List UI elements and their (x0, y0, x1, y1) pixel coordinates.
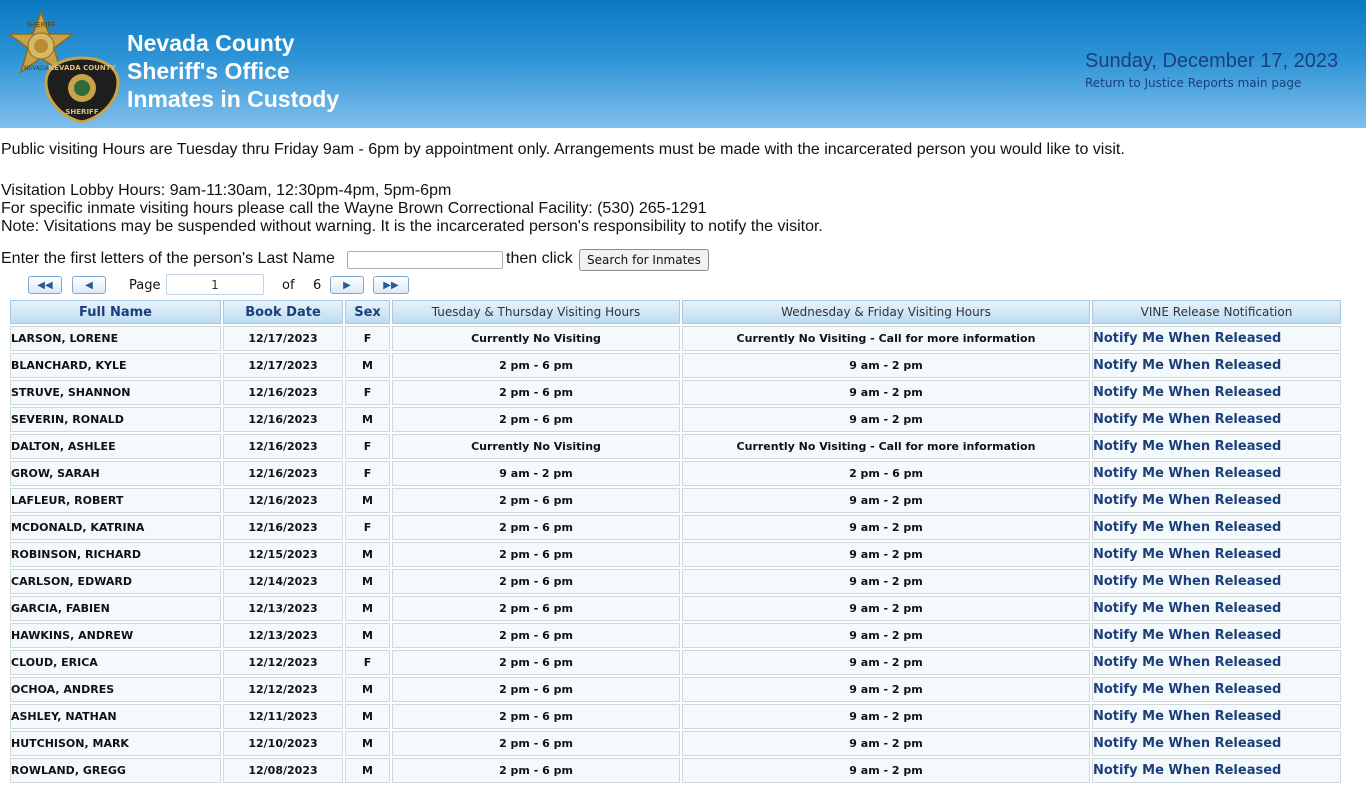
book-date: 12/16/2023 (223, 488, 343, 513)
tue-thu-hours: 2 pm - 6 pm (392, 488, 680, 513)
page-label: Page (129, 278, 161, 293)
table-row (10, 569, 1341, 594)
vine-cell (1092, 596, 1341, 621)
tue-thu-hours: 2 pm - 6 pm (392, 569, 680, 594)
vine-cell (1092, 623, 1341, 648)
wed-fri-hours: 9 am - 2 pm (682, 380, 1090, 405)
specific-hours-text: For specific inmate visiting hours please call the Wayne Brown Correctional Facility: (530) 265-1291 (1, 200, 707, 217)
wed-fri-hours: 9 am - 2 pm (682, 488, 1090, 513)
inmate-name: HAWKINS, ANDREW (10, 623, 221, 648)
inmate-name: STRUVE, SHANNON (10, 380, 221, 405)
inmate-name: OCHOA, ANDRES (10, 677, 221, 702)
left-arrow-icon: ◀ (85, 280, 93, 291)
inmate-name: DALTON, ASHLEE (10, 434, 221, 459)
book-date: 12/16/2023 (223, 461, 343, 486)
tue-thu-hours: 2 pm - 6 pm (392, 704, 680, 729)
notify-when-released-link[interactable]: Notify Me When Released (1093, 736, 1282, 751)
book-date: 12/12/2023 (223, 650, 343, 675)
book-date: 12/16/2023 (223, 407, 343, 432)
inmate-name: CARLSON, EDWARD (10, 569, 221, 594)
visitation-note-text: Note: Visitations may be suspended without warning. It is the incarcerated person's responsibility to notify the visitor. (1, 218, 823, 235)
tue-thu-hours: 2 pm - 6 pm (392, 650, 680, 675)
svg-text:NEVADA COUNTY: NEVADA COUNTY (48, 64, 116, 72)
svg-text:SHERIFF: SHERIFF (65, 108, 99, 116)
book-date: 12/13/2023 (223, 623, 343, 648)
notify-when-released-link[interactable]: Notify Me When Released (1093, 493, 1282, 508)
vine-cell (1092, 515, 1341, 540)
tue-thu-hours: Currently No Visiting (392, 326, 680, 351)
inmate-name: ROBINSON, RICHARD (10, 542, 221, 567)
sex: F (345, 380, 390, 405)
visiting-hours-text: Public visiting Hours are Tuesday thru Friday 9am - 6pm by appointment only. Arrangements must be made with the incarcerated person you would like to visit. (1, 141, 1125, 158)
vine-cell (1092, 434, 1341, 459)
sex: F (345, 650, 390, 675)
inmate-name: HUTCHISON, MARK (10, 731, 221, 756)
book-date: 12/08/2023 (223, 758, 343, 783)
notify-when-released-link[interactable]: Notify Me When Released (1093, 574, 1282, 589)
svg-text:SHERIFF: SHERIFF (26, 21, 56, 29)
notify-when-released-link[interactable]: Notify Me When Released (1093, 466, 1282, 481)
wed-fri-hours: 9 am - 2 pm (682, 677, 1090, 702)
tue-thu-hours: 2 pm - 6 pm (392, 677, 680, 702)
inmate-name: LARSON, LORENE (10, 326, 221, 351)
table-row (10, 380, 1341, 405)
header-tue-thu-visiting: Tuesday & Thursday Visiting Hours (392, 300, 680, 324)
tue-thu-hours: 2 pm - 6 pm (392, 731, 680, 756)
table-row (10, 488, 1341, 513)
current-date: Sunday, December 17, 2023 (1085, 50, 1339, 72)
notify-when-released-link[interactable]: Notify Me When Released (1093, 547, 1282, 562)
tue-thu-hours: 2 pm - 6 pm (392, 623, 680, 648)
table-row (10, 407, 1341, 432)
of-label: of (282, 278, 295, 293)
tue-thu-hours: 9 am - 2 pm (392, 461, 680, 486)
header-full-name[interactable]: Full Name (10, 300, 221, 324)
inmate-name: GROW, SARAH (10, 461, 221, 486)
table-row (10, 353, 1341, 378)
lobby-hours-text: Visitation Lobby Hours: 9am-11:30am, 12:30pm-4pm, 5pm-6pm (1, 182, 452, 199)
sex: F (345, 461, 390, 486)
sex: M (345, 758, 390, 783)
wed-fri-hours: 9 am - 2 pm (682, 758, 1090, 783)
book-date: 12/16/2023 (223, 380, 343, 405)
search-row (1, 250, 701, 272)
table-row (10, 515, 1341, 540)
page-header (0, 0, 1366, 128)
site-title (127, 29, 339, 113)
table-row (10, 731, 1341, 756)
tue-thu-hours: 2 pm - 6 pm (392, 380, 680, 405)
last-name-search-input[interactable] (347, 251, 503, 269)
table-row (10, 461, 1341, 486)
wed-fri-hours: 9 am - 2 pm (682, 650, 1090, 675)
prev-page-button[interactable] (72, 276, 106, 294)
wed-fri-hours: 9 am - 2 pm (682, 353, 1090, 378)
double-right-arrow-icon: ▶▶ (383, 280, 399, 291)
notify-when-released-link[interactable]: Notify Me When Released (1093, 358, 1282, 373)
sex: M (345, 704, 390, 729)
table-row (10, 758, 1341, 783)
book-date: 12/11/2023 (223, 704, 343, 729)
wed-fri-hours: 9 am - 2 pm (682, 704, 1090, 729)
inmates-table (8, 298, 1343, 785)
vine-cell (1092, 650, 1341, 675)
title-line-office: Sheriff's Office (127, 58, 290, 84)
table-row (10, 326, 1341, 351)
notify-when-released-link[interactable]: Notify Me When Released (1093, 709, 1282, 724)
inmate-name: CLOUD, ERICA (10, 650, 221, 675)
last-page-button[interactable] (373, 276, 409, 294)
sex: M (345, 353, 390, 378)
title-line-inmates: Inmates in Custody (127, 86, 340, 112)
wed-fri-hours: 9 am - 2 pm (682, 515, 1090, 540)
sex: M (345, 677, 390, 702)
sex: F (345, 326, 390, 351)
tue-thu-hours: 2 pm - 6 pm (392, 353, 680, 378)
table-row (10, 434, 1341, 459)
first-page-button[interactable] (28, 276, 62, 294)
wed-fri-hours: 9 am - 2 pm (682, 569, 1090, 594)
vine-cell (1092, 542, 1341, 567)
wed-fri-hours: 2 pm - 6 pm (682, 461, 1090, 486)
sex: M (345, 407, 390, 432)
book-date: 12/17/2023 (223, 353, 343, 378)
tue-thu-hours: 2 pm - 6 pm (392, 596, 680, 621)
sex: F (345, 434, 390, 459)
double-left-arrow-icon: ◀◀ (37, 280, 53, 291)
header-wed-fri-visiting: Wednesday & Friday Visiting Hours (682, 300, 1090, 324)
book-date: 12/16/2023 (223, 434, 343, 459)
notify-when-released-link[interactable]: Notify Me When Released (1093, 412, 1282, 427)
inmate-name: MCDONALD, KATRINA (10, 515, 221, 540)
tue-thu-hours: 2 pm - 6 pm (392, 758, 680, 783)
vine-cell (1092, 569, 1341, 594)
table-row (10, 677, 1341, 702)
vine-cell (1092, 407, 1341, 432)
sex: M (345, 569, 390, 594)
pager (28, 274, 428, 298)
inmate-name: SEVERIN, RONALD (10, 407, 221, 432)
vine-cell (1092, 488, 1341, 513)
page-number-input[interactable] (166, 274, 264, 295)
sex: M (345, 623, 390, 648)
book-date: 12/15/2023 (223, 542, 343, 567)
search-label: Enter the first letters of the person's Last Name (1, 250, 335, 267)
sex: M (345, 731, 390, 756)
notify-when-released-link[interactable]: Notify Me When Released (1093, 655, 1282, 670)
notify-when-released-link[interactable]: Notify Me When Released (1093, 439, 1282, 454)
header-vine-notification: VINE Release Notification (1092, 300, 1341, 324)
book-date: 12/13/2023 (223, 596, 343, 621)
vine-cell (1092, 677, 1341, 702)
inmate-name: ASHLEY, NATHAN (10, 704, 221, 729)
vine-cell (1092, 380, 1341, 405)
wed-fri-hours: 9 am - 2 pm (682, 731, 1090, 756)
search-for-inmates-button[interactable]: Search for Inmates (579, 249, 709, 271)
table-row (10, 542, 1341, 567)
vine-cell (1092, 704, 1341, 729)
inmate-name: GARCIA, FABIEN (10, 596, 221, 621)
then-click-label: then click (506, 250, 573, 267)
tue-thu-hours: 2 pm - 6 pm (392, 515, 680, 540)
book-date: 12/14/2023 (223, 569, 343, 594)
vine-cell (1092, 758, 1341, 783)
notify-when-released-link[interactable]: Notify Me When Released (1093, 385, 1282, 400)
tue-thu-hours: Currently No Visiting (392, 434, 680, 459)
vine-cell (1092, 353, 1341, 378)
wed-fri-hours: Currently No Visiting - Call for more information (682, 326, 1090, 351)
inmate-name: LAFLEUR, ROBERT (10, 488, 221, 513)
book-date: 12/16/2023 (223, 515, 343, 540)
notify-when-released-link[interactable]: Notify Me When Released (1093, 520, 1282, 535)
svg-text:NEVADA: NEVADA (24, 65, 49, 72)
vine-cell (1092, 731, 1341, 756)
return-main-page-link[interactable]: Return to Justice Reports main page (1085, 76, 1302, 90)
wed-fri-hours: Currently No Visiting - Call for more information (682, 434, 1090, 459)
title-line-county: Nevada County (127, 30, 295, 56)
table-row (10, 623, 1341, 648)
vine-cell (1092, 326, 1341, 351)
notify-when-released-link[interactable]: Notify Me When Released (1093, 628, 1282, 643)
inmate-name: BLANCHARD, KYLE (10, 353, 221, 378)
tue-thu-hours: 2 pm - 6 pm (392, 407, 680, 432)
wed-fri-hours: 9 am - 2 pm (682, 407, 1090, 432)
book-date: 12/12/2023 (223, 677, 343, 702)
next-page-button[interactable] (330, 276, 364, 294)
book-date: 12/17/2023 (223, 326, 343, 351)
table-row (10, 650, 1341, 675)
header-book-date[interactable]: Book Date (223, 300, 343, 324)
sex: M (345, 488, 390, 513)
notify-when-released-link[interactable]: Notify Me When Released (1093, 763, 1282, 778)
sex: M (345, 596, 390, 621)
vine-cell (1092, 461, 1341, 486)
header-sex[interactable]: Sex (345, 300, 390, 324)
table-row (10, 596, 1341, 621)
wed-fri-hours: 9 am - 2 pm (682, 623, 1090, 648)
book-date: 12/10/2023 (223, 731, 343, 756)
wed-fri-hours: 9 am - 2 pm (682, 596, 1090, 621)
county-sheriff-badge-icon (42, 56, 122, 124)
wed-fri-hours: 9 am - 2 pm (682, 542, 1090, 567)
notify-when-released-link[interactable]: Notify Me When Released (1093, 331, 1282, 346)
right-arrow-icon: ▶ (343, 280, 351, 291)
table-row (10, 704, 1341, 729)
sex: M (345, 542, 390, 567)
sex: F (345, 515, 390, 540)
total-pages: 6 (313, 278, 322, 293)
notify-when-released-link[interactable]: Notify Me When Released (1093, 682, 1282, 697)
notify-when-released-link[interactable]: Notify Me When Released (1093, 601, 1282, 616)
inmate-name: ROWLAND, GREGG (10, 758, 221, 783)
table-header-row (10, 300, 1341, 324)
tue-thu-hours: 2 pm - 6 pm (392, 542, 680, 567)
